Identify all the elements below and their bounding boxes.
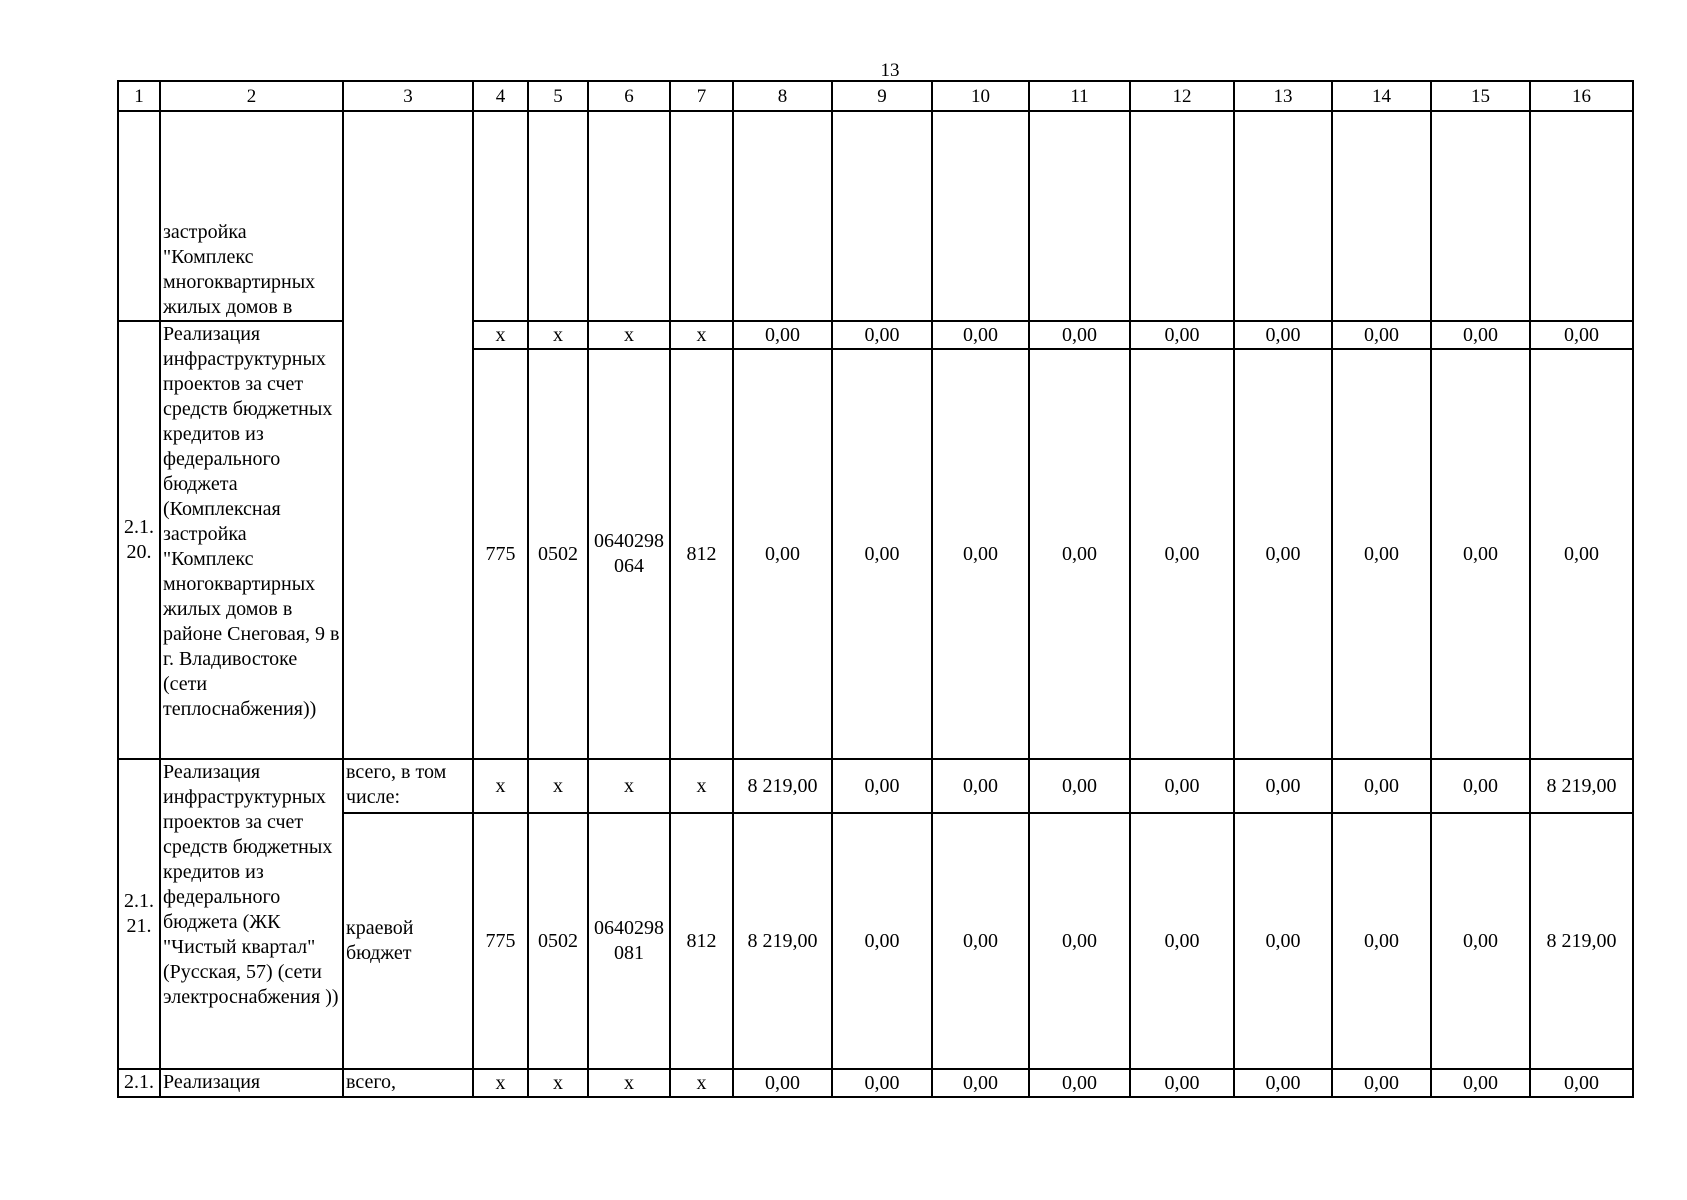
value-cell: 0,00 [733, 349, 832, 759]
code-cell: 0502 [528, 813, 588, 1069]
table-row [118, 759, 1633, 813]
header-cell: 13 [1234, 81, 1332, 111]
value-cell: 0,00 [1431, 1069, 1530, 1097]
page-number: 13 [880, 60, 900, 81]
value-cell: 0,00 [733, 321, 832, 349]
value-cell: 0,00 [1234, 1069, 1332, 1097]
value-cell: 0,00 [1234, 349, 1332, 759]
value-cell: 0,00 [733, 1069, 832, 1097]
cell-x: x [588, 759, 670, 813]
cell-x: x [670, 321, 733, 349]
value-cell: 0,00 [832, 759, 932, 813]
cell-x: x [473, 759, 528, 813]
header-row [118, 81, 1633, 111]
value-cell: 0,00 [1130, 349, 1234, 759]
header-cell: 7 [670, 81, 733, 111]
value-cell: 0,00 [1029, 759, 1130, 813]
table-row [118, 1069, 1633, 1097]
source-cell [343, 111, 473, 759]
code-cell: 812 [670, 349, 733, 759]
name-cell: застройка "Комплекс многоквартирных жилых домов в [160, 111, 343, 321]
source-cell: всего, [343, 1069, 473, 1097]
value-cell: 0,00 [1234, 759, 1332, 813]
value-cell: 8 219,00 [1530, 759, 1633, 813]
index-cell: 2.1. 21. [118, 759, 160, 1069]
cell-x: x [528, 321, 588, 349]
value-cell: 0,00 [832, 349, 932, 759]
cell-x: x [670, 1069, 733, 1097]
value-cell: 0,00 [932, 349, 1029, 759]
value-cell: 0,00 [1234, 321, 1332, 349]
value-cell: 0,00 [1130, 759, 1234, 813]
value-cell: 0,00 [1332, 759, 1431, 813]
header-cell: 9 [832, 81, 932, 111]
value-cell: 0,00 [1530, 321, 1633, 349]
cell-x: x [670, 759, 733, 813]
header-cell: 15 [1431, 81, 1530, 111]
value-cell: 0,00 [832, 321, 932, 349]
cell-x: x [473, 321, 528, 349]
value-cell: 0,00 [1130, 813, 1234, 1069]
index-cell [118, 111, 160, 321]
value-cell: 0,00 [932, 759, 1029, 813]
code-cell: 812 [670, 813, 733, 1069]
header-cell: 2 [160, 81, 343, 111]
name-cell: Реализация инфраструктурных проектов за счет средств бюджетных кредитов из федерального бюджета (ЖК "Чистый квартал" (Русская, 57) (сети электроснабжения )) [160, 759, 343, 1069]
code-cell: 775 [473, 813, 528, 1069]
value-cell: 8 219,00 [1530, 813, 1633, 1069]
header-cell: 11 [1029, 81, 1130, 111]
value-cell: 0,00 [1130, 321, 1234, 349]
value-cell: 0,00 [1234, 813, 1332, 1069]
value-cell: 0,00 [832, 813, 932, 1069]
cell-x: x [473, 1069, 528, 1097]
value-cell: 8 219,00 [733, 759, 832, 813]
header-cell: 5 [528, 81, 588, 111]
value-cell: 0,00 [1130, 1069, 1234, 1097]
header-cell: 10 [932, 81, 1029, 111]
value-cell: 0,00 [832, 1069, 932, 1097]
value-cell: 0,00 [1431, 759, 1530, 813]
source-cell: краевой бюджет [343, 813, 473, 1069]
source-cell: всего, в том числе: [343, 759, 473, 813]
header-cell: 16 [1530, 81, 1633, 111]
cell-x: x [528, 759, 588, 813]
value-cell: 0,00 [932, 1069, 1029, 1097]
value-cell: 0,00 [1029, 1069, 1130, 1097]
table-row [118, 813, 1633, 1069]
code-cell: 775 [473, 349, 528, 759]
value-cell: 0,00 [1029, 813, 1130, 1069]
code-cell: 0502 [528, 349, 588, 759]
value-cell: 0,00 [1332, 813, 1431, 1069]
value-cell: 0,00 [932, 813, 1029, 1069]
value-cell: 0,00 [1431, 321, 1530, 349]
value-cell: 0,00 [1029, 321, 1130, 349]
table-row [118, 111, 1633, 321]
value-cell: 8 219,00 [733, 813, 832, 1069]
cell-x: x [588, 1069, 670, 1097]
header-cell: 3 [343, 81, 473, 111]
value-cell: 0,00 [1332, 321, 1431, 349]
header-cell: 12 [1130, 81, 1234, 111]
header-cell: 6 [588, 81, 670, 111]
value-cell: 0,00 [1332, 1069, 1431, 1097]
name-cell: Реализация [160, 1069, 343, 1097]
value-cell: 0,00 [1431, 349, 1530, 759]
cell-x: x [528, 1069, 588, 1097]
header-cell: 4 [473, 81, 528, 111]
code-cell: 0640298 064 [588, 349, 670, 759]
index-cell: 2.1. 20. [118, 321, 160, 759]
value-cell: 0,00 [1431, 813, 1530, 1069]
cell-x: x [588, 321, 670, 349]
value-cell: 0,00 [1332, 349, 1431, 759]
value-cell: 0,00 [932, 321, 1029, 349]
value-cell: 0,00 [1029, 349, 1130, 759]
code-cell: 0640298 081 [588, 813, 670, 1069]
budget-table [117, 80, 1634, 1098]
value-cell: 0,00 [1530, 349, 1633, 759]
header-cell: 8 [733, 81, 832, 111]
header-cell: 14 [1332, 81, 1431, 111]
name-cell: Реализация инфраструктурных проектов за счет средств бюджетных кредитов из федерального бюджета (Комплексная застройка "Комплекс многоквартирных жилых домов в районе Снеговая, 9 в г. Владивостоке (сети теплоснабжения)) [160, 321, 343, 759]
value-cell: 0,00 [1530, 1069, 1633, 1097]
index-cell: 2.1. [118, 1069, 160, 1097]
header-cell: 1 [118, 81, 160, 111]
